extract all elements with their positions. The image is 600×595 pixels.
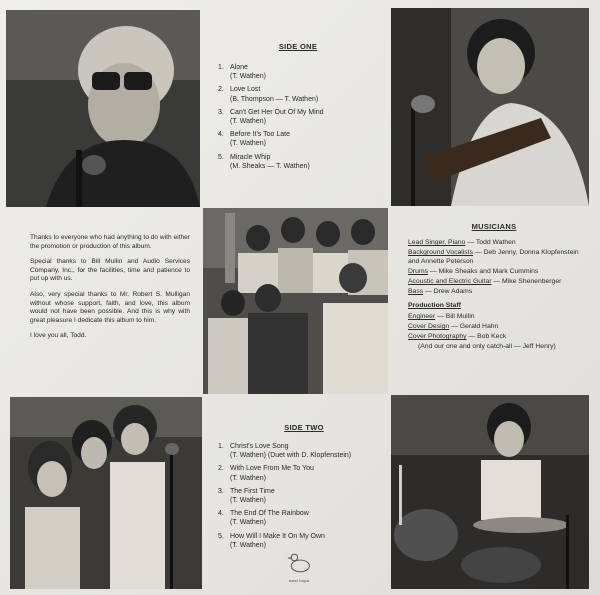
duck-logo-icon (286, 550, 312, 574)
production-row: Cover Design — Gerald Hahn (408, 323, 499, 330)
production-row: Cover Photography — Bob Keck (408, 333, 507, 340)
track-item: 5. Miracle Whip (M. Sheaks — T. Wathen) (218, 153, 310, 170)
closing-note: (And our one and only catch-all — Jeff Henry) (418, 343, 556, 350)
production-row: Engineer — Bill Mullin (408, 313, 475, 320)
track-item: 5. How Will I Make It On My Own (T. Wathen) (218, 532, 325, 549)
photo-group (203, 208, 388, 394)
musician-row: Bass — Drew Adams (408, 288, 473, 295)
logo-text: sweet fungus (288, 579, 310, 583)
musician-row: Background Vocalists — Deb Jenny, Donna Klopfenstein and Annette Peterson (408, 249, 579, 265)
musician-row: Lead Singer, Piano — Todd Wathen (408, 239, 516, 246)
musicians-panel (408, 222, 580, 392)
musicians-heading: MUSICIANS (471, 222, 517, 231)
track-item: 1. Christ's Love Song (T. Wathen) (Duet with D. Klopfenstein) (218, 443, 352, 460)
side-one-heading: SIDE ONE (278, 42, 318, 51)
thanks-paragraph: Special thanks to Bill Mullin and Audio Services Company, Inc., for the facilities, time and patience to put up with us. (30, 258, 190, 283)
side-two-tracklist (218, 442, 390, 550)
production-staff-heading: Production Staff (408, 302, 461, 309)
side-one-panel (218, 42, 378, 202)
photo-guitarist (391, 8, 589, 206)
track-item: 3. The First Time (T. Wathen) (218, 487, 275, 505)
thanks-paragraph: Thanks to everyone who had anything to do with either the promotion or production of this album. (30, 234, 190, 250)
track-item: 2. With Love From Me To You (T. Wathen) (218, 465, 314, 482)
photo-drummer (391, 395, 589, 589)
label-logo (264, 550, 334, 595)
photo-vocalists (10, 397, 202, 589)
track-item: 3. Can't Get Her Out Of My Mind (T. Wathen) (218, 108, 324, 126)
thanks-panel (30, 234, 190, 384)
side-one-tracklist (218, 63, 378, 171)
track-item: 1. Alone (T. Wathen) (218, 64, 266, 81)
thanks-paragraph: Also, very special thanks to Mr. Robert S. Mulligan without whose support, faith, and love, this album would not have been possible. And this is why with great pleasure I dedicate this album to him. (30, 290, 190, 324)
track-item: 2. Love Lost (B. Thompson — T. Wathen) (218, 86, 319, 103)
side-two-heading: SIDE TWO (284, 423, 324, 432)
track-item: 4. The End Of The Rainbow (T. Wathen) (218, 510, 309, 527)
musician-row: Acoustic and Electric Guitar — Mike Shenenberger (408, 278, 562, 285)
photo-singer-glasses (6, 10, 200, 207)
musician-row: Drums — Mike Sheaks and Mark Cummins (408, 268, 539, 275)
thanks-signoff: I love you all, Todd. (30, 332, 87, 340)
track-item: 4. Before It's Too Late (T. Wathen) (218, 131, 290, 148)
